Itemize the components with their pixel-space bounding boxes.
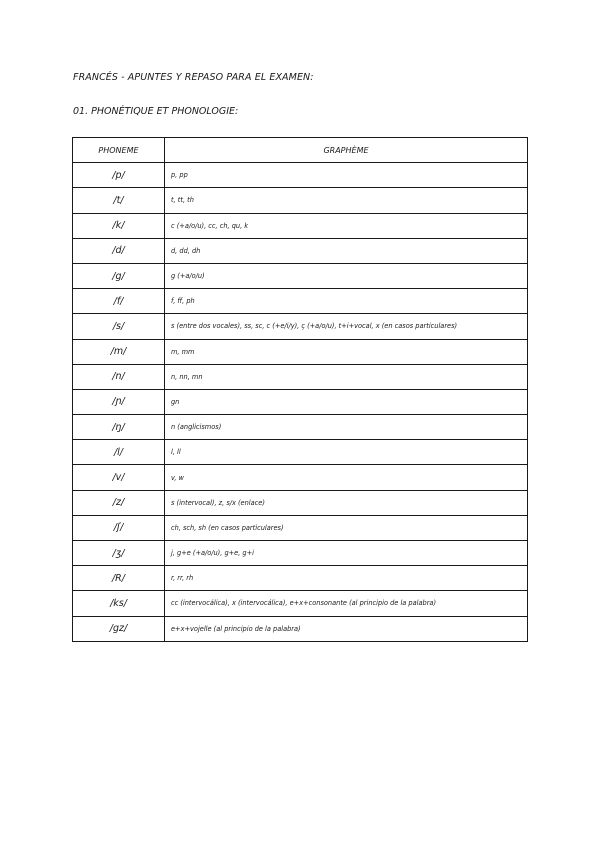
grapheme-cell: ch, sch, sh (en casos particulares) xyxy=(165,515,528,540)
grapheme-cell: cc (intervocálica), x (intervocálica), e+x+consonante (al principio de la palabra) xyxy=(165,591,528,616)
grapheme-cell: s (intervocal), z, s/x (enlace) xyxy=(165,490,528,515)
grapheme-cell: m, mm xyxy=(165,339,528,364)
phoneme-cell: /f/ xyxy=(73,289,165,314)
table-row xyxy=(73,364,528,389)
grapheme-cell: d, dd, dh xyxy=(165,238,528,263)
phoneme-cell: /k/ xyxy=(73,213,165,238)
phoneme-cell: /d/ xyxy=(73,238,165,263)
table-row xyxy=(73,188,528,213)
table-row xyxy=(73,163,528,188)
table-row xyxy=(73,566,528,591)
table-row xyxy=(73,314,528,339)
grapheme-cell: l, ll xyxy=(165,440,528,465)
table-row xyxy=(73,465,528,490)
table-row xyxy=(73,616,528,641)
phoneme-cell: /ʒ/ xyxy=(73,541,165,566)
grapheme-cell: c (+a/o/u), cc, ch, qu, k xyxy=(165,213,528,238)
phoneme-cell: /gz/ xyxy=(73,616,165,641)
phoneme-cell: /g/ xyxy=(73,263,165,288)
grapheme-cell: n (anglicismos) xyxy=(165,415,528,440)
table-row xyxy=(73,289,528,314)
grapheme-cell: e+x+vojelle (al principio de la palabra) xyxy=(165,616,528,641)
phoneme-cell: /v/ xyxy=(73,465,165,490)
header-phoneme: PHONEME xyxy=(73,138,165,163)
grapheme-cell: s (entre dos vocales), ss, sc, c (+e/i/y), ç (+a/o/u), t+i+vocal, x (en casos particulares) xyxy=(165,314,528,339)
table-row xyxy=(73,238,528,263)
phoneme-cell: /n/ xyxy=(73,364,165,389)
table-row xyxy=(73,213,528,238)
phoneme-cell: /l/ xyxy=(73,440,165,465)
table-row xyxy=(73,490,528,515)
phoneme-cell: /t/ xyxy=(73,188,165,213)
phoneme-cell: /p/ xyxy=(73,163,165,188)
grapheme-cell: n, nn, mn xyxy=(165,364,528,389)
section-title: 01. PHONÉTIQUE ET PHONOLOGIE: xyxy=(73,106,239,117)
grapheme-cell: gn xyxy=(165,389,528,414)
table-header-row xyxy=(73,138,528,163)
grapheme-cell: v, w xyxy=(165,465,528,490)
phoneme-cell: /ʃ/ xyxy=(73,515,165,540)
header-grapheme: GRAPHÈME xyxy=(165,138,528,163)
phoneme-cell: /s/ xyxy=(73,314,165,339)
phoneme-cell: /ɲ/ xyxy=(73,389,165,414)
table-row xyxy=(73,515,528,540)
phoneme-grapheme-table xyxy=(72,137,528,642)
grapheme-cell: f, ff, ph xyxy=(165,289,528,314)
phoneme-cell: /ŋ/ xyxy=(73,415,165,440)
table-row xyxy=(73,339,528,364)
table-row xyxy=(73,389,528,414)
phoneme-cell: /ks/ xyxy=(73,591,165,616)
table-row xyxy=(73,263,528,288)
table-row xyxy=(73,440,528,465)
page-title: FRANCÉS - APUNTES Y REPASO PARA EL EXAMEN: xyxy=(73,72,314,83)
grapheme-cell: j, g+e (+a/o/u), g+e, g+i xyxy=(165,541,528,566)
grapheme-cell: r, rr, rh xyxy=(165,566,528,591)
phoneme-cell: /R/ xyxy=(73,566,165,591)
grapheme-cell: p, pp xyxy=(165,163,528,188)
grapheme-cell: g (+a/o/u) xyxy=(165,263,528,288)
table-row xyxy=(73,541,528,566)
table-row xyxy=(73,591,528,616)
table-row xyxy=(73,415,528,440)
phoneme-cell: /m/ xyxy=(73,339,165,364)
grapheme-cell: t, tt, th xyxy=(165,188,528,213)
phoneme-cell: /z/ xyxy=(73,490,165,515)
